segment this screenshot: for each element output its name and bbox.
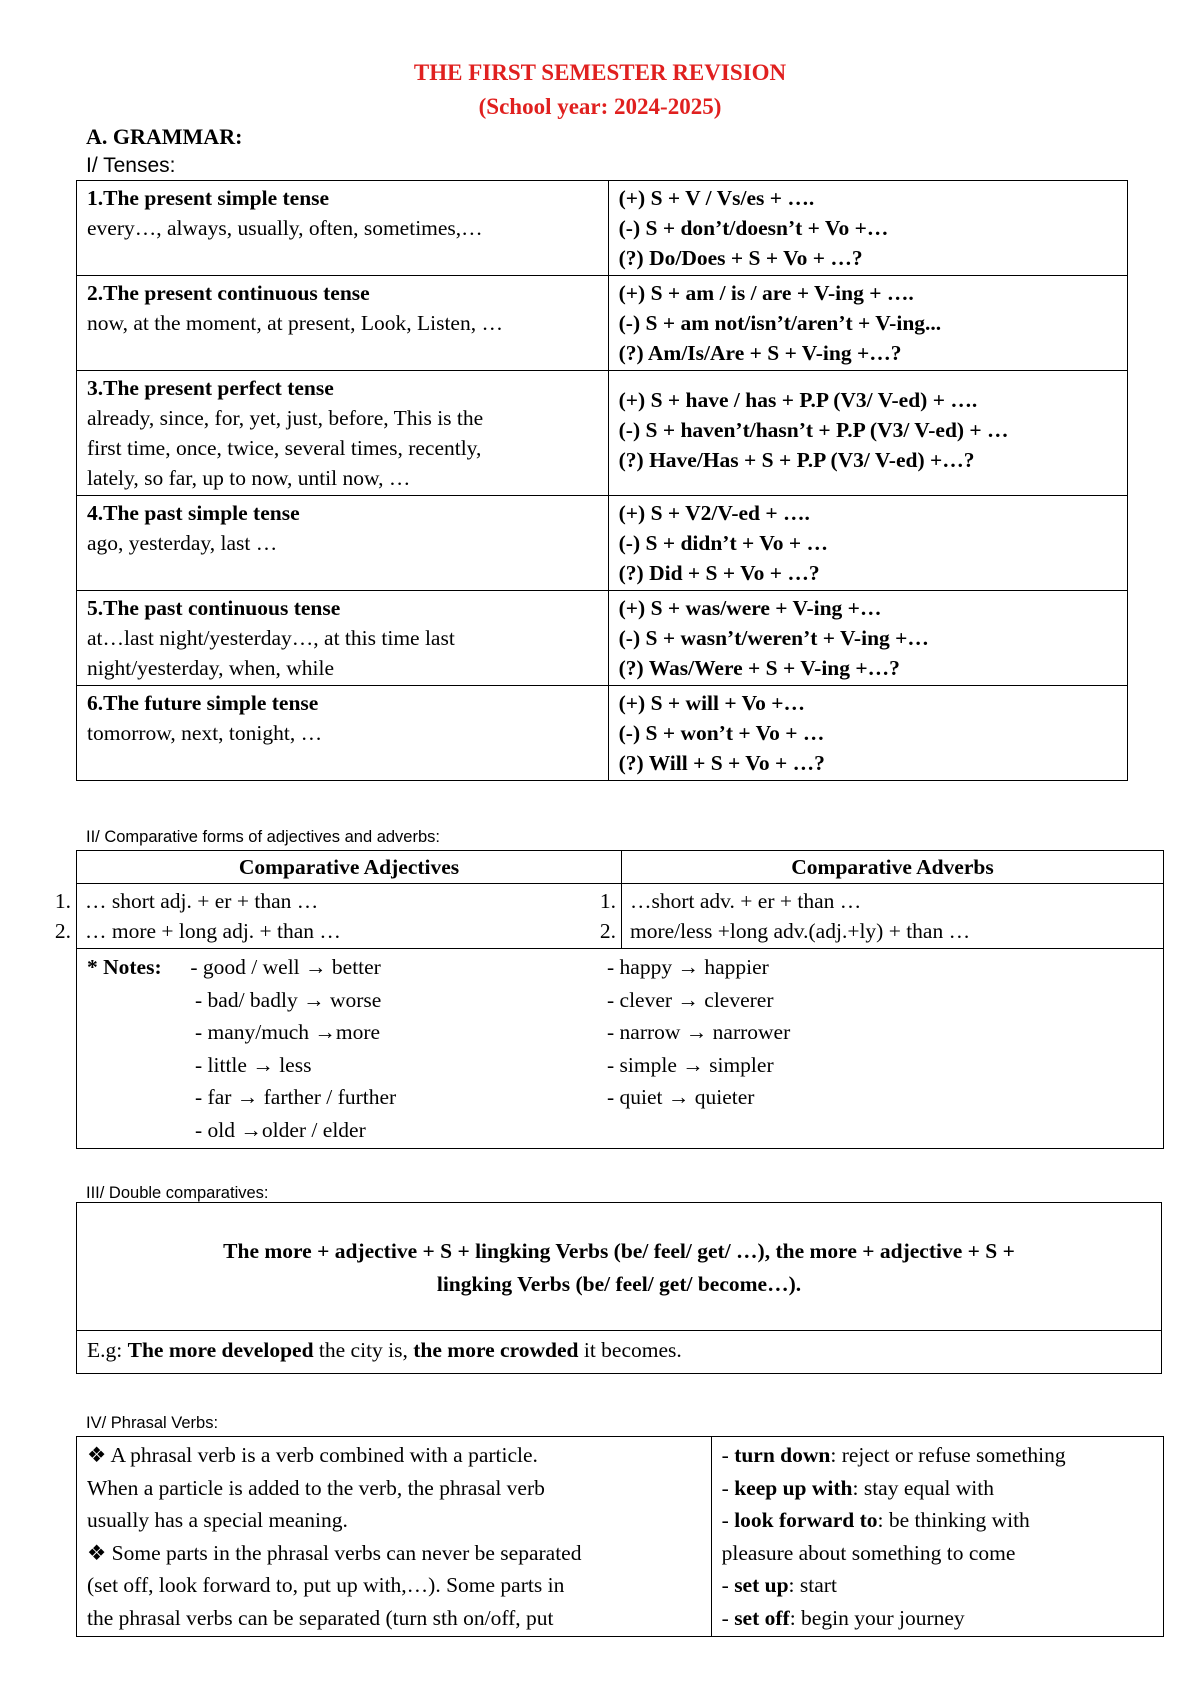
phrasal-explanation-line: (set off, look forward to, put up with,…). Some parts in [87,1573,565,1597]
tense-row [77,371,1128,496]
note-text: - bad/ badly → worse [195,987,382,1012]
tense-signal-words: now, at the moment, at present, Look, Listen, … [87,311,503,335]
tense-form: (?) Am/Is/Are + S + V-ing +…? [618,341,902,365]
phrasal-verbs-heading: IV/ Phrasal Verbs: [86,1414,219,1432]
tense-form: (-) S + haven’t/hasn’t + P.P (V3/ V-ed) + … [618,418,1009,442]
phrasal-verb-item: - keep up with: stay equal with [721,1475,994,1500]
tense-form: (?) Have/Has + S + P.P (V3/ V-ed) +…? [618,448,975,472]
eg-bold-1: The more developed [127,1338,314,1362]
rule-text: more/less +long adv.(adj.+ly) + than … [630,919,971,943]
tense-form: (+) S + am / is / are + V-ing + …. [618,281,914,305]
phrasal-verb-item: - look forward to: be thinking with [721,1508,1030,1532]
comparative-rule [54,916,613,946]
tense-signal-cell [77,686,609,781]
phrasal-verb-definition: : stay equal with [852,1475,994,1500]
section-grammar-heading: A. GRAMMAR: [86,124,243,149]
tense-row [77,276,1128,371]
tense-signal-cell [77,181,609,276]
double-comparative-formula [77,1203,1162,1331]
eg-text-1: the city is, [313,1338,414,1362]
tense-signal-words: at…last night/yesterday…, at this time last [87,626,455,650]
tense-row [77,591,1128,686]
phrasal-explanation-line: ❖ A phrasal verb is a verb combined with a particle. [87,1443,538,1467]
double-comparative-example [77,1331,1162,1374]
tense-signal-words: tomorrow, next, tonight, … [87,721,323,745]
tense-name: 3.The present perfect tense [87,376,334,400]
tense-form-cell [608,181,1127,276]
eg-bold-2: the more crowded [413,1338,579,1362]
notes-cell [77,949,1164,1149]
tense-signal-cell [77,496,609,591]
note-item [87,951,607,984]
note-item [87,1016,607,1049]
tense-signal-cell [77,591,609,686]
phrasal-verb-definition: : be thinking with [877,1508,1030,1532]
adj-header: Comparative Adjectives [77,851,622,884]
tense-name: 5.The past continuous tense [87,596,341,620]
rule-number: 2. [599,919,616,943]
phrasal-explanation-line: the phrasal verbs can be separated (turn sth on/off, put [87,1605,554,1630]
school-year: (School year: 2024-2025) [478,94,722,119]
comparatives-heading: II/ Comparative forms of adjectives and adverbs: [86,828,440,846]
phrasal-verb-term: turn down [734,1443,831,1467]
rule-text: … short adj. + er + than … [85,889,319,913]
tense-signal-words: lately, so far, up to now, until now, … [87,466,411,490]
note-text: - little → less [195,1052,312,1077]
tense-signal-cell [77,276,609,371]
adv-header: Comparative Adverbs [622,851,1164,884]
tense-form: (-) S + wasn’t/weren’t + V-ing +… [618,626,929,650]
double-comparatives-table [76,1202,1162,1374]
phrasal-verbs-table [76,1436,1164,1637]
rule-number: 2. [54,919,71,943]
tense-form-cell [608,371,1127,496]
note-item [87,1049,607,1082]
phrasal-explanation-cell [77,1437,712,1637]
note-item: - quiet → quieter [607,1085,755,1109]
rule-number: 1. [599,889,616,913]
phrasal-verb-definition: : begin your journey [789,1605,965,1630]
tense-row [77,496,1128,591]
tense-name: 6.The future simple tense [87,691,319,715]
tense-form-cell [608,496,1127,591]
tense-form: (+) S + was/were + V-ing +… [618,596,882,620]
tense-name: 1.The present simple tense [87,186,330,210]
tense-signal-words: already, since, for, yet, just, before, This is the [87,406,484,430]
phrasal-verb-item: - turn down: reject or refuse something [721,1443,1066,1467]
document-title: THE FIRST SEMESTER REVISION [413,60,787,85]
formula-line-1: The more + adjective + S + lingking Verbs (be/ feel/ get/ …), the more + adjective + S + [223,1239,1015,1263]
phrasal-verb-item [722,1537,1153,1570]
rule-text: …short adv. + er + than … [630,889,862,913]
tense-form-cell [608,276,1127,371]
note-text: - far → farther / further [195,1085,397,1109]
rule-text: … more + long adj. + than … [85,919,341,943]
note-text: - good / well → better [190,955,381,979]
phrasal-list-cell [711,1437,1163,1637]
tenses-table [76,180,1128,781]
tenses-heading: I/ Tenses: [86,154,176,177]
phrasal-verb-definition: : start [788,1573,837,1597]
tense-form: (-) S + am not/isn’t/aren’t + V-ing... [618,311,942,335]
notes-label: * Notes: [87,955,162,979]
tense-form-cell [608,591,1127,686]
tense-form: (-) S + don’t/doesn’t + Vo +… [618,216,889,240]
tense-form: (+) S + V2/V-ed + …. [618,501,810,525]
tense-form: (?) Will + S + Vo + …? [618,751,825,775]
tense-signal-words: ago, yesterday, last … [87,531,278,555]
note-text: - many/much →more [195,1020,381,1044]
phrasal-verb-item: - set up: start [721,1573,837,1597]
phrasal-explanation-line: When a particle is added to the verb, the phrasal verb [87,1475,545,1500]
double-comparatives-heading: III/ Double comparatives: [86,1184,269,1202]
tense-signal-words: night/yesterday, when, while [87,656,334,680]
phrasal-verb-item: - set off: begin your journey [721,1605,965,1630]
formula-line-2: lingking Verbs (be/ feel/ get/ become…). [436,1272,802,1296]
adj-rules-cell [54,884,622,949]
phrasal-verb-definition: pleasure about something to come [721,1540,1016,1565]
tense-form: (-) S + didn’t + Vo + … [618,531,829,555]
note-text: - old →older / elder [195,1117,366,1142]
tense-form-cell [608,686,1127,781]
tense-form: (+) S + have / has + P.P (V3/ V-ed) + …. [618,388,978,412]
tense-name: 2.The present continuous tense [87,281,370,305]
tense-form: (?) Was/Were + S + V-ing +…? [618,656,900,680]
eg-label: E.g: [87,1338,128,1362]
phrasal-explanation-line: usually has a special meaning. [87,1508,348,1532]
tense-form: (+) S + will + Vo +… [618,691,806,715]
note-item: - simple → simpler [607,1052,774,1077]
tense-row [77,181,1128,276]
rule-number: 1. [54,889,71,913]
note-item: - narrow → narrower [607,1020,791,1044]
comparatives-table [54,850,1164,1149]
tense-form: (+) S + V / Vs/es + …. [618,186,815,210]
comparative-rule [599,886,1155,916]
phrasal-verb-term: look forward to [734,1508,878,1532]
comparative-rule [54,886,613,916]
adv-rules-cell [599,884,1164,949]
tense-form: (?) Do/Does + S + Vo + …? [618,246,863,270]
tense-signal-words: every…, always, usually, often, sometimes,… [87,216,483,240]
tense-signal-cell [77,371,609,496]
eg-text-2: it becomes. [578,1338,682,1362]
note-item: - clever → cleverer [607,987,774,1012]
tense-form: (-) S + won’t + Vo + … [618,721,825,745]
tense-form: (?) Did + S + Vo + …? [618,561,820,585]
comparative-rule [599,916,1155,946]
phrasal-verb-definition: : reject or refuse something [830,1443,1066,1467]
tense-signal-words: first time, once, twice, several times, recently, [87,436,482,460]
tense-name: 4.The past simple tense [87,501,300,525]
note-item [87,1114,607,1147]
phrasal-verb-term: keep up with [734,1475,853,1500]
phrasal-verb-term: set off [734,1605,790,1630]
phrasal-verb-term: set up [734,1573,789,1597]
note-item: - happy → happier [607,955,769,979]
note-item [87,1081,607,1114]
note-item [87,984,607,1017]
phrasal-explanation-line: ❖ Some parts in the phrasal verbs can never be separated [87,1540,582,1565]
tense-row [77,686,1128,781]
